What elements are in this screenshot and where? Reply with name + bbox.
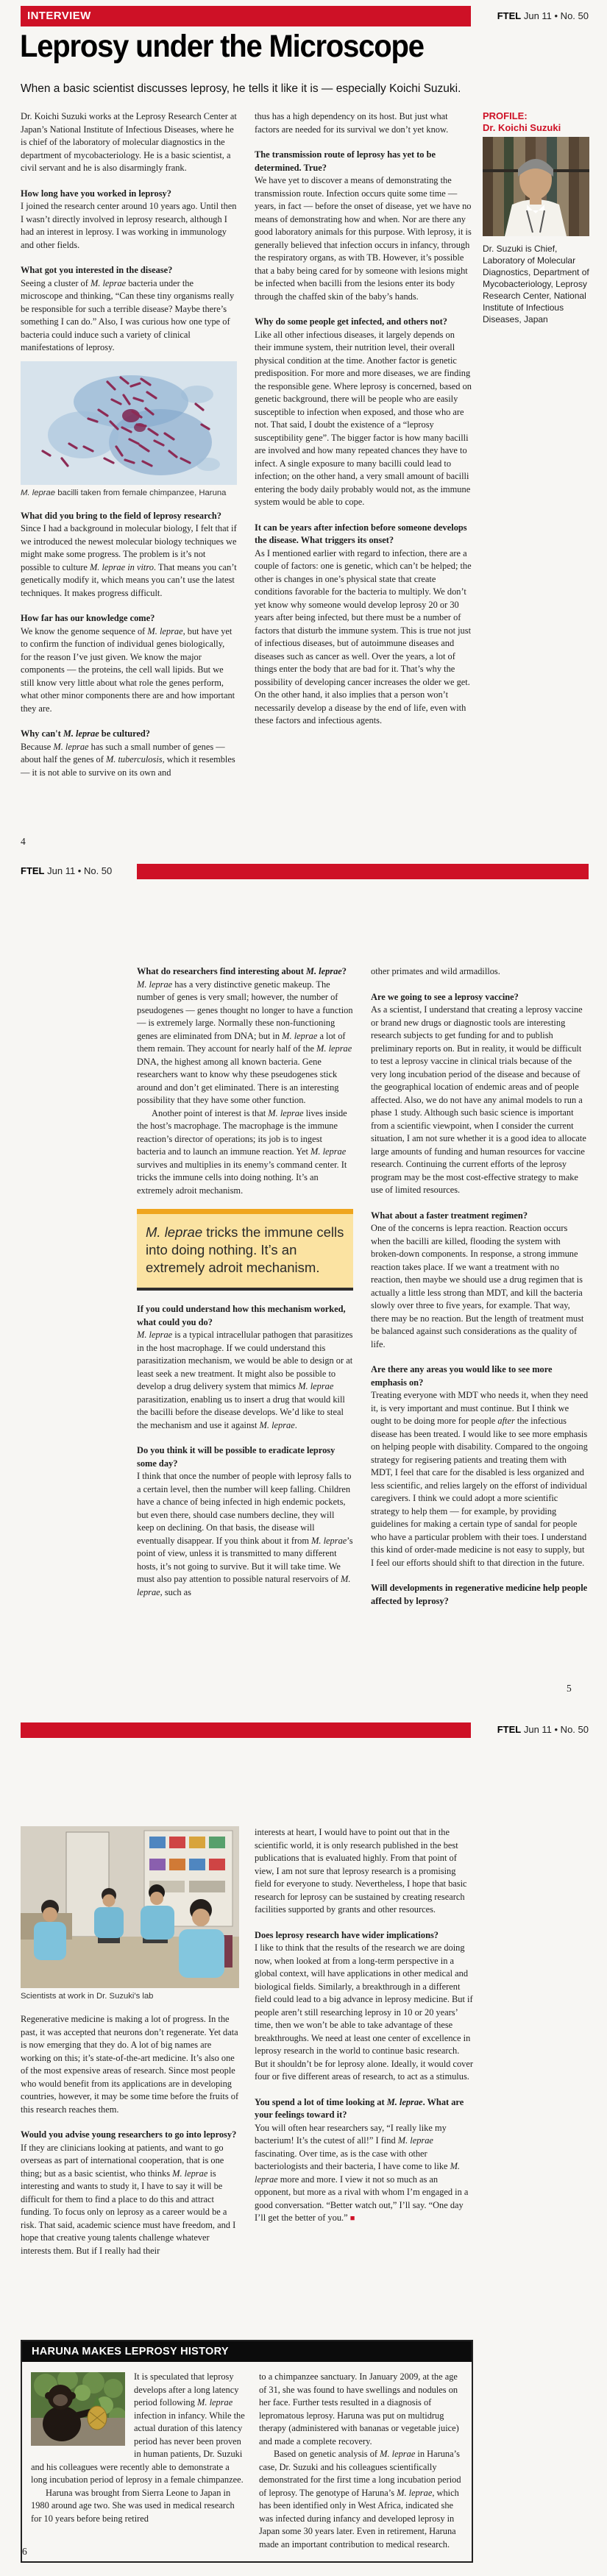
story-text bbox=[259, 2371, 463, 2551]
question-heading: Would you advise young researchers to go into leprosy? bbox=[21, 2129, 237, 2140]
sidebar-story-title: HARUNA MAKES LEPROSY HISTORY bbox=[22, 2341, 472, 2362]
answer-paragraph: As a scientist, I understand that creating a leprosy vaccine or brand new drugs or diagnostic tools are interesting research subjects to get funding for and to publish preliminary reports on. But in reality, it would be difficult to test a leprosy vaccine in clinical trials because of the very long incubation period of the disease and because of the geographical location of endemic areas and of people affected. Also, we do not have any animal models to run a phase 1 study. Although such basic science is important from a scientific viewpoint, when I consider the current situation, I am not sure whether it is a good idea to allocate large amounts of funding and human resources for vaccine research. Continuing the current efforts of the leprosy program may be the most cost-effective strategy to make use of limited resources. bbox=[371, 1004, 586, 1195]
answer-paragraph: M. leprae is a typical intracellular pathogen that parasitizes in the host macrophage. If we could understand this parasitization mechanism, we would be able to design or at least seek a new treatment. It might also be possible to develop a drug delivery system that mimics M. leprae parasitization, enabling us to insert a drug that would kill the bacilli before the disease develops. We’d like to steal the mechanism and use it against M. leprae. bbox=[137, 1330, 353, 1430]
question-heading: It can be years after infection before someone develops the disease. What triggers its onset? bbox=[255, 522, 467, 545]
profile-label: PROFILE: bbox=[483, 110, 528, 121]
masthead-publication: FTEL bbox=[497, 10, 522, 21]
magazine-page-4 bbox=[0, 0, 607, 859]
question-heading: Do you think it will be possible to eradicate leprosy some day? bbox=[137, 1445, 336, 1469]
answer-paragraph: I like to think that the results of the research we are doing now, when looked at from a long-term perspective in a global context, will have applications in other medical and biological fields. Similarly, a breakthrough in a different field could lead to a big advance in leprosy medicine. But if people aren’t still researching leprosy in 10 or 20 years’ time, then we won’t be able to take advantage of these breakthroughs. We need at least one center of excellence in leprosy research in the world to continue basic research. But it shouldn’t be for leprosy alone. Ideally, it would cover four or five different areas of research, to act as a stimulus. bbox=[255, 1942, 473, 2082]
question-heading: Why do some people get infected, and others not? bbox=[255, 316, 447, 327]
qa-list bbox=[137, 965, 353, 1599]
lab-figure-caption: Scientists at work in Dr. Suzuki's lab bbox=[21, 1992, 154, 2001]
answer-paragraph: As I mentioned earlier with regard to infection, there are a couple of factors: one is genetic, which can’t be helped; the other is changes in one’s physical state that create conditions favorable for the bacteria to multiply. We don’t yet know why someone would develop leprosy 20 or 30 years after being infected, but there must be a number of factors that disturb the immune system. This is true not just of infectious diseases, but of autoimmune diseases and diseases such as cancer as well. Over the years, a lot of things enter the body that are bad for it. That’s why the possibility of developing cancer increases the older we get. On the other hand, it also implies that a person won’t necessarily develop a disease by the end of life, even with these factors and infectious agents. bbox=[255, 547, 472, 725]
lab-figure bbox=[21, 1826, 239, 2001]
masthead-issue: Jun 11 • No. 50 bbox=[47, 865, 113, 876]
masthead-issue: Jun 11 • No. 50 bbox=[523, 1724, 589, 1735]
answer-paragraph: Haruna was brought from Sierra Leone to Japan in 1980 around age two. She was used in medical research for 10 years before being retired bbox=[31, 2487, 235, 2524]
answer-paragraph: Dr. Koichi Suzuki works at the Leprosy Research Center at Japan’s National Institute of Infectious Diseases, where he is chief of the laboratory of molecular diagnostics in the department of mycobacteriology. He is a basic scientist, a civil servant and he is also disarmingly frank. bbox=[21, 111, 237, 173]
masthead bbox=[21, 865, 112, 876]
sidebar-story-content bbox=[22, 2362, 472, 2561]
question-heading: Why can't M. leprae be cultured? bbox=[21, 728, 151, 739]
bacteria-figure-caption: M. leprae bacilli taken from female chimpanzee, Haruna bbox=[21, 488, 227, 497]
question-heading: What do researchers find interesting about M. leprae? bbox=[137, 966, 347, 976]
question-heading: Are we going to see a leprosy vaccine? bbox=[371, 991, 519, 1002]
question-heading: Does leprosy research have wider implications? bbox=[255, 1929, 439, 1940]
section-header-bar bbox=[21, 6, 471, 26]
answer-paragraph: Based on genetic analysis of M. leprae in Haruna’s case, Dr. Suzuki and his colleagues scientifically demonstrated for the first time a long incubation period of leprosy. The genotype of Haruna’s M. leprae, which has been identified only in West Africa, indicated she was infected during infancy and developed leprosy in Japan some 30 years later. Even in retirement, Haruna made an important contribution to medical research. bbox=[258, 2449, 461, 2550]
answer-paragraph: If they are clinicians looking at patients, and want to go overseas as part of international cooperation, that is one thing; but as a basic scientist, who thinks M. leprae is interesting and wants to study it, I have to say it will be difficult for them to find a place to do this and attract funding. To focus only on leprosy as a career would be a risk. That said, academic science must have freedom, and I hope that creative young talents challenge whatever interests them. But if I really had their bbox=[21, 2142, 236, 2256]
qa-list bbox=[21, 110, 237, 355]
pull-quote: M. leprae tricks the immune cells into doing nothing. It’s an extremely adroit mechanism. bbox=[137, 1209, 353, 1291]
section-label: INTERVIEW bbox=[27, 10, 91, 22]
bacteria-micrograph-image bbox=[21, 361, 237, 485]
lab-photo bbox=[21, 1826, 239, 1988]
answer-paragraph: You will often hear researchers say, “I really like my bacterium! It’s the cutest of all!” I find M. leprae fascinating. Over time, as is the case with other bacteriologists and their bacteria, I have come to like M. leprae more and more. I view it not so much as an opponent, but more as a rival with whom I’m engaged in a good conversation. “Better watch out,” I’ll say. “One day I’ll get the better of you.” ■ bbox=[255, 2122, 469, 2223]
masthead-issue: Jun 11 • No. 50 bbox=[523, 10, 589, 21]
answer-paragraph: We have yet to discover a means of demonstrating the transmission route. Infection occurs quite some time — years, in fact — before the onset of disease, yet we have no means of demonstrating how and when. Nor are there any good laboratory animals for this purpose. With leprosy, it is generally believed that infection occurs in infancy, through the respiratory organs, as with TB. However, it’s possible that a baby being cared for by someone with lesions might be infected when bacilli from the lesions enter its body through the chaffed skin of the baby’s hands. bbox=[255, 175, 472, 302]
article-end-mark: ■ bbox=[349, 2214, 355, 2223]
page-number: 6 bbox=[22, 2546, 27, 2557]
article-title: Leprosy under the Microscope bbox=[20, 29, 424, 64]
qa-list bbox=[21, 2013, 239, 2257]
column-left bbox=[21, 110, 237, 835]
column-left bbox=[21, 1826, 239, 2341]
column-right bbox=[371, 965, 589, 1701]
answer-paragraph: Another point of interest is that M. leprae lives inside the host’s macrophage. The macrophage is the immune reaction’s director of operations; its job is to ingest bacteria and to launch an immune reaction. Yet M. leprae survives and multiplies in its enemy’s command center. It tricks the immune cells into doing nothing. It’s an extremely adroit mechanism. bbox=[137, 1107, 347, 1196]
magazine-page-6 bbox=[0, 1717, 607, 2576]
qa-list bbox=[371, 965, 589, 1608]
answer-paragraph: other primates and wild armadillos. bbox=[371, 966, 500, 976]
answer-paragraph: Regenerative medicine is making a lot of progress. In the past, it was accepted that neurons don’t regenerate. Yet data is now emerging that they do. A lot of big names are working on this; it’s state-of-the-art medicine. It’s also one of the most expensive areas of research. Since most people who would benefit from its applications are in developing countries, however, it may be some time before the fruits of this research reaches them. bbox=[21, 2014, 239, 2115]
answer-paragraph: to a chimpanzee sanctuary. In January 2009, at the age of 31, she was found to have swellings and nodules on her face. Further tests resulted in a diagnosis of lepromatous leprosy. Haruna was put on multidrug therapy (administered with bananas or vegetable juice) and made a complete recovery. bbox=[258, 2371, 459, 2447]
sidebar-story-box bbox=[21, 2340, 473, 2563]
profile-sidebar bbox=[483, 110, 589, 325]
answer-paragraph: M. leprae has a very distinctive genetic makeup. The number of genes is very small; however, the number of pseudogenes — genes thought no longer to have a function — is extremely large. Normally these non-functioning genes are eliminated from DNA; but in M. leprae a lot of them remain. They account for nearly half of the M. leprae DNA, the highest among all known bacteria. Gene researchers want to know why these pseudogenes stick around and don’t get eliminated. There is an interesting possibility that they have some other function. bbox=[137, 979, 353, 1105]
answer-paragraph: I joined the research center around 10 years ago. Until then I wasn’t directly involved in leprosy research, although I had an interest in leprosy. I was working in immunology and other fields. bbox=[21, 201, 237, 250]
magazine-page-5 bbox=[0, 859, 607, 1717]
question-heading: How far has our knowledge come? bbox=[21, 613, 155, 623]
answer-paragraph: Like all other infectious diseases, it largely depends on their immune system, their nutrition level, their overall physical condition at the time. Another factor is genetic predisposition. For more and more diseases, we are finding the responsible gene. Where leprosy is concerned, based on genetic background, there will be people who are easily susceptible to infection when exposed, and those who are not. That said, I doubt the existence of a “leprosy susceptibility gene”. The bigger factor is how many bacilli are involved and how many repeated chances they have to infect. A single exposure to many bacilli could lead to infection; on the other hand, a very small amount of bacilli entering the body daily probably would not, as the immune system would be able to cope. bbox=[255, 329, 472, 507]
masthead bbox=[497, 1724, 589, 1735]
question-heading: What did you bring to the field of leprosy research? bbox=[21, 510, 221, 521]
header-rule-bar bbox=[137, 864, 589, 879]
masthead bbox=[497, 10, 589, 21]
question-heading: You spend a lot of time looking at M. leprae. What are your feelings toward it? bbox=[255, 2096, 464, 2120]
page-number: 4 bbox=[21, 836, 26, 847]
question-heading: What about a faster treatment regimen? bbox=[371, 1210, 528, 1221]
answer-paragraph: Treating everyone with MDT who needs it, when they need it, is very important and must continue. But I think we ought to be doing more for people after the infectious disease has been treated. I would like to see more emphasis on helping people with disability. Compared to the ongoing strategy for regisering patients and treating them with MDT, I feel that care for the disabled is less organized and less scientific, and relies largely on the efforst of individual caregivers. I think we could adopt a more scientific strategy to help them — for example, by providing guidelines for making a certain type of sandal for people who have a particular problem with their toes. I understand this kind of order-made medicine is not easy to supply, but I feel our efforts should shift to that direction in the future. bbox=[371, 1390, 589, 1568]
bacteria-figure bbox=[21, 361, 237, 498]
question-heading: What got you interested in the disease? bbox=[21, 265, 173, 275]
article-subtitle: When a basic scientist discusses leprosy, he tells it like it is — especially Koichi Suzuki. bbox=[21, 82, 461, 95]
sidebar-column-2 bbox=[259, 2371, 463, 2551]
column-right bbox=[255, 1826, 473, 2341]
column-middle bbox=[255, 110, 472, 835]
chimpanzee-photo bbox=[31, 2372, 125, 2446]
qa-list bbox=[255, 1826, 473, 2226]
answer-paragraph: thus has a high dependency on its host. But just what factors are needed for its survival we don’t yet know. bbox=[255, 111, 449, 135]
answer-paragraph: One of the concerns is lepra reaction. Reaction occurs when the bacilli are killed, flooding the system with broken-down components. In response, a strong immune reaction takes place. If we want a treatment with no reaction, then maybe we should use a drug regimen that is actually a little less strong than MDT, and kill the bacteria slowly over three to five years, for example. That way, there may be no reaction. But the length of treatment must be balanced against such considerations as the quality of life. bbox=[371, 1223, 584, 1349]
question-heading: Are there any areas you would like to see more emphasis on? bbox=[371, 1364, 553, 1388]
answer-paragraph: We know the genome sequence of M. leprae, but have yet to confirm the function of individual genes biologically, for the reason I’ve just given. We know the major components — the proteins, the cell wall lipids. But we still know very little about what role the genes perform, what other minor components there are and how important they are. bbox=[21, 625, 235, 714]
question-heading: How long have you worked in leprosy? bbox=[21, 188, 171, 199]
column-left bbox=[137, 965, 353, 1701]
answer-paragraph: Seeing a cluster of M. leprae bacteria under the microscope and thinking, “Can these tiny organisms really be responsible for such a terrible disease? Maybe there’s something I can do.” Also, I was curious how one type of bacteria could induce such a variety of clinical manifestations of leprosy. bbox=[21, 277, 235, 352]
answer-paragraph: I think that once the number of people with leprosy falls to a certain level, then the number will keep falling. Children have a chance of being infected in high endemic pockets, but even there, should case numbers decline, they will keep on declining. On that basis, the disease will eventually disappear. If you think about it from M. leprae’s point of view, unless it is transmitted to many different hosts, it’s not going to survive. But it will take time. We must also pay attention to possible natural reservoirs of M. leprae, such as bbox=[137, 1471, 353, 1597]
header-rule-bar bbox=[21, 1722, 471, 1738]
sidebar-column-1 bbox=[31, 2371, 246, 2551]
answer-paragraph: interests at heart, I would have to point out that in the scientific world, it is only research published in the best publications that is evaluated highly. From that point of view, I am not sure that leprosy research is a promising field for everyone to study. Nevertheless, I hope that basic research for leprosy can be sustained by creating research facilities supported by grants and other resources. bbox=[255, 1827, 467, 1915]
answer-paragraph: It is speculated that leprosy develops after a long latency period following M. leprae infection in infancy. While the actual duration of this latency period has never been proven in human patients, Dr. Suzuki and his colleagues were recently able to demonstrate a long incubation period of leprosy in a female chimpanzee. bbox=[31, 2371, 245, 2485]
question-heading: The transmission route of leprosy has yet to be determined. True? bbox=[255, 149, 436, 173]
question-heading: If you could understand how this mechanism worked, what could you do? bbox=[137, 1304, 346, 1327]
page-number: 5 bbox=[567, 1683, 572, 1694]
profile-name: Dr. Koichi Suzuki bbox=[483, 122, 561, 133]
masthead-publication: FTEL bbox=[21, 865, 45, 876]
profile-photo bbox=[483, 137, 589, 236]
question-heading: Will developments in regenerative medicine help people affected by leprosy? bbox=[371, 1583, 588, 1606]
answer-paragraph: Since I had a background in molecular biology, I felt that if we introduced the newest molecular biology techniques we might make some progress. The problem is it’s not possible to culture M. leprae in vitro. That means you can’t genetically modify it, which means you can’t use the latest techniques. It makes progress difficult. bbox=[21, 523, 237, 598]
masthead-publication: FTEL bbox=[497, 1724, 522, 1735]
qa-list bbox=[255, 110, 472, 728]
profile-caption: Dr. Suzuki is Chief, Laboratory of Molecular Diagnostics, Department of Mycobacteriology, Leprosy Research Center, National Institute of Infectious Diseases, Japan bbox=[483, 244, 589, 324]
qa-list bbox=[21, 510, 237, 780]
answer-paragraph: Because M. leprae has such a small number of genes — about half the genes of M. tuberculosis, which it resembles — it is not able to survive on its own and bbox=[21, 741, 235, 778]
